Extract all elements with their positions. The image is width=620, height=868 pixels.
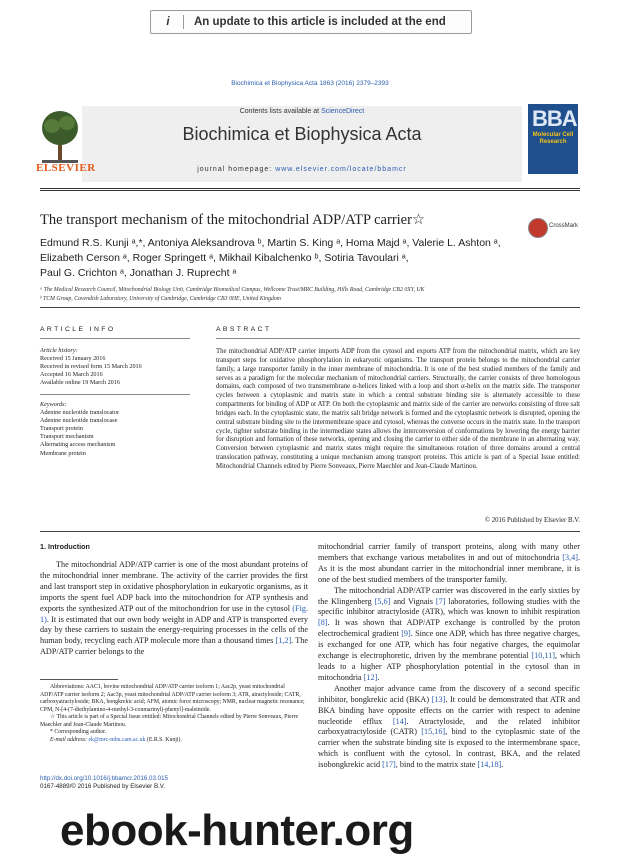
text-run: . Atractyloside, and the related inhibitor carboxyatractyloside (CATR) [318, 716, 580, 737]
email-footnote [40, 737, 308, 745]
email-link[interactable]: ek@mrc-mbu.cam.ac.uk [88, 736, 146, 743]
article-history [40, 347, 190, 387]
history-label: Article history: [40, 347, 78, 354]
text-run: . The ADP/ATP carrier belongs to the [40, 636, 308, 657]
reference-link[interactable]: [10,11] [531, 651, 555, 661]
reference-link[interactable]: [7] [435, 596, 446, 606]
text-run: . [377, 672, 380, 682]
history-item: Available online 19 March 2016 [40, 379, 120, 387]
author-list [40, 236, 580, 280]
masthead-rule-2 [40, 190, 580, 191]
keyword-item: Membrane protein [40, 449, 86, 457]
keywords-rule [40, 394, 190, 395]
contents-line [82, 108, 522, 115]
text-run: . It could be demonstrated that ATR and BKA binding have opposite effects on the carrier with respect to adenine nucleotide efflux [318, 694, 580, 726]
affiliation-a: ᵃ The Medical Research Council, Mitochondrial Biology Unit, Cambridge Biomedical Campus, Wellcome Trust/MRC Building, Hills Road, Cambridge CB2 0XY, UK [40, 287, 425, 293]
footnotes [40, 684, 308, 744]
issn-line: 0167-4889/© 2016 Published by Elsevier B.V. [40, 783, 166, 790]
banner-divider [183, 15, 184, 29]
reference-link[interactable]: [8] [318, 618, 328, 628]
special-issue-footnote: ☆ This article is part of a Special Issue entitled: Mitochondrial Channels edited by Pierre Sonveaux, Pierre Maechler and Jean-Claude Martinou. [40, 714, 299, 728]
author-line: Elizabeth Cerson ᵃ, Roger Springett ᵃ, Mikhail Kibalchenko ᵇ, Sotiria Tavoulari ᵃ, [40, 251, 409, 264]
intro-paragraph [318, 542, 580, 586]
footnote-rule [40, 679, 118, 680]
keyword-item: Transport mechanism [40, 433, 94, 441]
abstract-heading: ABSTRACT [216, 326, 272, 333]
crossmark-label: CrossMark [549, 223, 579, 229]
reference-link[interactable]: [1,2] [275, 636, 292, 646]
history-item: Received in revised form 15 March 2016 [40, 363, 142, 371]
text-run: Another major advance came from the discovery of a second specific inhibitor, bongkrekic acid (BKA) [318, 683, 580, 704]
watermark: ebook-hunter.org [60, 806, 414, 855]
reference-link[interactable]: [12] [363, 672, 378, 682]
intro-right-column [318, 542, 580, 771]
history-item: Received 15 January 2016 [40, 355, 106, 363]
copyright-notice: © 2016 Published by Elsevier B.V. [484, 517, 580, 524]
cover-title: BBA [532, 106, 577, 131]
history-item: Accepted 16 March 2016 [40, 371, 103, 379]
crossmark-badge[interactable] [528, 218, 582, 238]
reference-link[interactable]: [3,4] [562, 552, 578, 562]
intro-paragraph [318, 684, 580, 771]
keyword-item: Adenine nucleotide translocase [40, 417, 118, 425]
text-run: (E.R.S. Kunji). [145, 736, 182, 743]
text-run: . It is estimated that our own body weight in ADP and ATP is transported every day by these carriers to sustain the energy-requiring processes in the cells of the human body, recycling each ATP molecule more than a thousand times [40, 614, 308, 646]
reference-link[interactable]: [5,6] [374, 596, 391, 606]
reference-link[interactable]: [15,16] [421, 727, 446, 737]
author-line: Edmund R.S. Kunji ᵃ,*, Antoniya Aleksandrova ᵇ, Martin S. King ᵃ, Homa Majd ᵃ, Valerie L. Ashton ᵃ, [40, 237, 501, 249]
contents-prefix: Contents lists available at [239, 108, 322, 115]
text-run: laboratories, following studies with the specific inhibitor atractyloside (ATR), which was known to inhibit respiration [318, 596, 580, 617]
keyword-list [40, 401, 190, 458]
affiliations [40, 286, 580, 303]
reference-link[interactable]: [14,18] [477, 760, 502, 770]
journal-homepage [82, 166, 522, 173]
journal-citation[interactable]: Biochimica et Biophysica Acta 1863 (2016) 2379–2393 [231, 80, 389, 87]
publisher-logo: ELSEVIER [36, 162, 96, 174]
homepage-prefix: journal homepage: [197, 166, 276, 173]
masthead-rule [40, 188, 580, 189]
text-run: , bind to the cytoplasmic state of the carrier when the substrate binding site is exposed to the intermembrane space, which is confluent with the cytosol. In contrast, BKA, and the related isobongkrekic acid [318, 727, 580, 770]
intro-paragraph [318, 586, 580, 684]
body-rule [40, 531, 580, 532]
text-run: The mitochondrial ADP/ATP carrier was discovered in the early sixties by the Klingenberg [318, 585, 580, 606]
text-run: . It was shown that ADP/ATP exchange is controlled by the proton electrochemical gradient [318, 618, 580, 639]
text-run: . As it is the most abundant carrier in the mitochondrial inner membrane, it is one of the best studied members of the transporter family. [318, 552, 580, 584]
keywords-label: Keywords: [40, 401, 67, 408]
corresponding-footnote: * Corresponding author. [50, 729, 107, 735]
reference-link[interactable]: [14] [392, 716, 407, 726]
article-info-heading: ARTICLE INFO [40, 326, 116, 333]
keyword-item: Transport protein [40, 425, 83, 433]
abbreviations-footnote: Abbreviations: AAC1, bovine mitochondrial ADP/ATP carrier isoform 1; Aac2p, yeast mitochondrial ADP/ATP carrier isoform 2; Aac3p, yeast mitochondrial ADP/ATP carrier isoform 3; ATR, atractyloside; CATR, carboxyatractyloside; BKA, bongkrekic acid; AFM, atomic force microscopy; NMR, nuclear magnetic resonance; CPM, N-[4-(7-diethylamino-4-methyl-3-coumarinyl)-phenyl]-maleimide. [40, 684, 305, 713]
text-run: . Since one ADP, which has three negative charges, is exchanged for one ATP, which has four negative charges, the equimolar exchange is electrophoretic, driven by the membrane potential [318, 629, 580, 661]
intro-paragraph [40, 560, 308, 658]
doi-link[interactable]: http://dx.doi.org/10.1016/j.bbamcr.2016.03.015 [40, 775, 168, 782]
reference-link[interactable]: [13] [431, 694, 446, 704]
cover-subtitle: Molecular Cell Research [532, 132, 574, 145]
text-run: , bind to the matrix state [395, 760, 478, 770]
crossmark-icon [528, 218, 548, 238]
reference-link[interactable]: [9] [401, 629, 411, 639]
abstract-rule [216, 338, 580, 339]
article-info-rule [40, 338, 190, 339]
homepage-link[interactable]: www.elsevier.com/locate/bbamcr [275, 166, 407, 173]
journal-title: Biochimica et Biophysica Acta [182, 124, 422, 144]
text-run: , which leads to a higher ATP phosphorylation potential in the cytosol than in mitochondria [318, 651, 581, 682]
text-run: E-mail address: [50, 736, 89, 743]
section-rule [40, 307, 580, 308]
article-title: The transport mechanism of the mitochondrial ADP/ATP carrier☆ [40, 212, 425, 228]
update-banner[interactable] [150, 10, 472, 34]
text-run: . [501, 760, 504, 770]
journal-cover[interactable] [528, 104, 578, 174]
keyword-item: Adenine nucleotide translocator [40, 409, 120, 417]
abstract-text: The mitochondrial ADP/ATP carrier imports ADP from the cytosol and exports ATP from the mitochondrial matrix, which are key transport steps for oxidative phosphorylation in eukaryotic organisms. The transport protein belongs to the mitochondrial carrier family, a large transporter family in the inner membrane of mitochondria. It is one of the best studied members of the family and serves as a paradigm for the molecular mechanism of mitochondrial carriers. Structurally, the carrier consists of three homologous domains, each composed of two transmembrane α-helices linked with a loop and short α-helix on the matrix side. The transporter cycles between a cytoplasmic and matrix state in which a central substrate binding site is alternately accessible to these compartments for binding of ADP or ATP. On both the cytoplasmic and matrix side of the carrier are networks consisting of three salt bridges each. In the cytoplasmic state, the matrix salt bridge network is formed and the cytoplasmic network is disrupted, opening the central substrate binding site to the intermembrane space and cytosol, whereas the converse occurs in the matrix state. In the transport cycle, tighter substrate binding in the intermediate states allows the interconversion of conformations by lowering the energy barrier for disruption and formation of these networks, opening and closing the carrier to either side of the membrane in an alternating way. Conversion between cytoplasmic and matrix states might require the simultaneous rotation of three domains around a central translocation pathway, constituting a unique mechanism among transport proteins. This article is part of a Special Issue entitled: Mitochondrial Channels edited by Pierre Sonveaux, Pierre Maechler and Jean-Claude Martinou. [216, 348, 580, 470]
text-run: and Vignais [390, 596, 436, 606]
text-run: mitochondrial carrier family of transport proteins, along with many other members that exchange various metabolites in and out of mitochondria [318, 542, 580, 562]
author-line: Paul G. Crichton ᵃ, Jonathan J. Ruprecht ᵃ [40, 266, 237, 279]
banner-text: An update to this article is included at the end [194, 16, 446, 28]
doi-block [40, 775, 168, 791]
text-run: The mitochondrial ADP/ATP carrier is one of the most abundant proteins of the mitochondrial inner membrane. The activity of the carrier provides the first and last transport step in oxidative phosphorylation in eukaryotic organisms, as it imports the spent fuel ADP back into the mitochondrion for ATP synthesis and exports the synthesized ATP out of the mitochondrion for use in the cytosol [40, 560, 308, 613]
info-icon: i [166, 16, 170, 28]
figure-link[interactable]: (Fig. 1) [40, 603, 308, 624]
sciencedirect-link[interactable]: ScienceDirect [321, 108, 365, 115]
reference-link[interactable]: [17] [382, 760, 396, 770]
keyword-item: Alternating access mechanism [40, 441, 116, 449]
section-heading-introduction: 1. Introduction [40, 542, 90, 551]
affiliation-b: ᵇ TCM Group, Cavendish Laboratory, University of Cambridge, Cambridge CB3 0HE, United Kingdom [40, 295, 281, 302]
